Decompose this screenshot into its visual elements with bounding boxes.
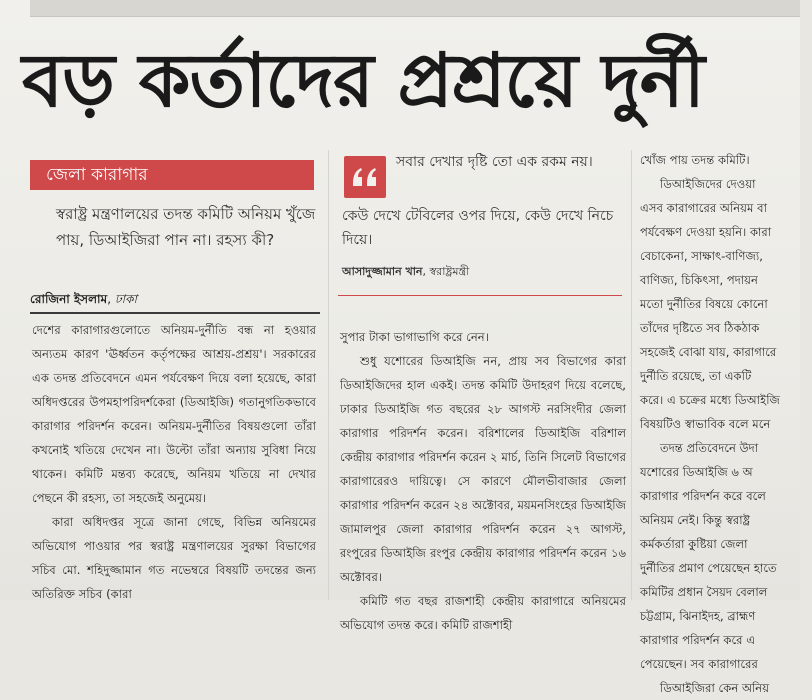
column-divider (328, 150, 329, 600)
text-line: বাণিজ্য, চিকিৎসা, পদায়ন (640, 273, 758, 287)
text-line: বিষয়টিও স্বাভাবিক বলে মনে (640, 417, 771, 431)
paragraph: সুপার টাকা ভাগাভাগি করে নেন। (340, 330, 489, 344)
text-line: পর্যবেক্ষণ দেওয়া হয়নি। কারা (640, 225, 772, 239)
column-divider (631, 150, 632, 600)
text-line: ডিআইজিরা কেন অনিয় (660, 681, 770, 695)
text-line: কারাগার পরিদর্শন করে বলে (640, 489, 766, 503)
text-line: অনিয়ম নেই। কিন্তু স্বরাষ্ট্র (640, 513, 751, 527)
paragraph: শুধু যশোরের ডিআইজি নন, প্রায় সব বিভাগের কারা ডিআইজিদের হাল একই। তদন্ত কমিটি উদাহরণ দিয়ে বলেছে, ঢাকার ডিআইজি গত বছরের ২৮ আগস্ট নরসিংদীর জেলা কারাগার পরিদর্শন করেন। বরিশালের ডিআইজি বরিশাল কেন্দ্রীয় কারাগার পরিদর্শন করেন ২ মার্চ, তিনি সিলেট বিভাগের কারাগারেরও দায়িত্বে। সে কারণে মৌলভীবাজার জেলা কারাগার পরিদর্শন করেন ২৪ অক্টোবর, ময়মনসিংহের ডিআইজি জামালপুর জেলা কারাগার পরিদর্শন করেন ২৭ আগস্ট, রংপুরের ডিআইজি রংপুর কেন্দ্রীয় কারাগার পরিদর্শন করেন ১৬ অক্টোবর। (340, 354, 626, 584)
text-line: কমিটির প্রধান সৈয়দ বেলাল (640, 585, 768, 599)
paragraph: কমিটি গত বছর রাজশাহী কেন্দ্রীয় কারাগারে অনিয়মের অভিযোগ তদন্ত করে। কমিটি রাজশাহী (340, 594, 626, 632)
paragraph: কারা অধিদপ্তর সূত্রে জানা গেছে, বিভিন্ন অনিয়মের অভিযোগ পাওয়ার পর স্বরাষ্ট্র মন্ত্রণালয়ের সুরক্ষা বিভাগের সচিব মো. শহিদুজ্জামান গত নভেম্বরে বিষয়টি তদন্তের জন্য অতিরিক্ত সচিব (কারা (32, 515, 316, 601)
text-line: এসব কারাগারের অনিয়ম বা (640, 201, 767, 215)
text-line: দুর্নীতির প্রমাণ পেয়েছেন হাতে (640, 561, 777, 575)
text-line: চট্টগ্রাম, ঝিনাইদহ, ব্রাহ্মণ (640, 609, 756, 623)
pull-quote-continued: কেউ দেখে টেবিলের ওপর দিয়ে, কেউ দেখে নিচে দিয়ে। (342, 208, 614, 248)
article-column-3 (640, 148, 810, 695)
byline (30, 291, 320, 311)
text-line: পেয়েছেন। সব কারাগারের (640, 657, 758, 671)
text-line: বেচাকেনা, সাক্ষাৎ-বাণিজ্য, (640, 249, 763, 263)
article-column-2 (340, 325, 626, 632)
byline-place: ঢাকা (114, 292, 137, 306)
section-kicker: জেলা কারাগার (30, 160, 314, 190)
text-line: করে। এ চক্রের মধ্যে ডিআইজি (640, 393, 780, 407)
quote-attribution-role: স্বরাষ্ট্রমন্ত্রী (429, 265, 470, 278)
subheadline: স্বরাষ্ট্র মন্ত্রণালয়ের তদন্ত কমিটি অনিয়ম খুঁজে পায়, ডিআইজিরা পান না। রহস্য কী? (56, 205, 316, 249)
text-line: তাঁদের দৃষ্টিতে সব ঠিকঠাক (640, 321, 760, 335)
text-line: তদন্ত প্রতিবেদনে উদা (660, 441, 759, 455)
byline-rule (30, 312, 320, 314)
quote-mark-icon (344, 156, 386, 198)
quote-attribution-separator: , (422, 265, 430, 278)
top-band (30, 0, 800, 17)
byline-author: রোজিনা ইসলাম (30, 292, 108, 306)
text-line: মতো দুর্নীতির বিষয়ে কোনো (640, 297, 768, 311)
text-line: যশোরের ডিআইজি ৬ অ (640, 465, 753, 479)
text-line: সহজেই বোঝা যায়, কারাগারে (640, 345, 777, 359)
quote-rule (338, 295, 622, 296)
text-line: দুর্নীতি রয়েছে, তা একটি (640, 369, 752, 383)
text-line: কারাগার পরিদর্শন করে এ (640, 633, 756, 647)
pull-quote: সবার দেখার দৃষ্টি তো এক রকম নয়। (396, 154, 593, 170)
quote-attribution (342, 263, 622, 282)
headline: বড় কর্তাদের প্রশ্রয়ে দুর্নী (22, 38, 704, 124)
article-column-1 (32, 318, 316, 600)
text-line: কর্মকর্তারা কুষ্টিয়া জেলা (640, 537, 748, 551)
paragraph: দেশের কারাগারগুলোতে অনিয়ম-দুর্নীতি বন্ধ না হওয়ার অন্যতম কারণ 'ঊর্ধ্বতন কর্তৃপক্ষের আশ্রয়-প্রশ্রয়'। সরকারের এক তদন্ত প্রতিবেদনে এমন পর্যবেক্ষণ দিয়ে বলা হয়েছে, কারা অধিদপ্তরের উপমহাপরিদর্শকেরা (ডিআইজি) গতানুগতিকভাবে কারাগার পরিদর্শন করেন। অনিয়ম-দুর্নীতির বিষয়গুলো তাঁরা কখনোই খতিয়ে দেখেন না। উল্টো তাঁরা অন্যায় সুবিধা নিয়ে থাকেন। কমিটি মন্তব্য করেছে, অনিয়ম খতিয়ে না দেখার পেছনে কী রহস্য, তা সহজেই অনুমেয়। (32, 323, 316, 505)
byline-separator: , (107, 292, 115, 306)
text-line: ডিআইজিদের দেওয়া (660, 177, 756, 191)
quote-attribution-name: আসাদুজ্জামান খান (342, 265, 423, 278)
text-line: খোঁজ পায় তদন্ত কমিটি। (640, 153, 750, 167)
